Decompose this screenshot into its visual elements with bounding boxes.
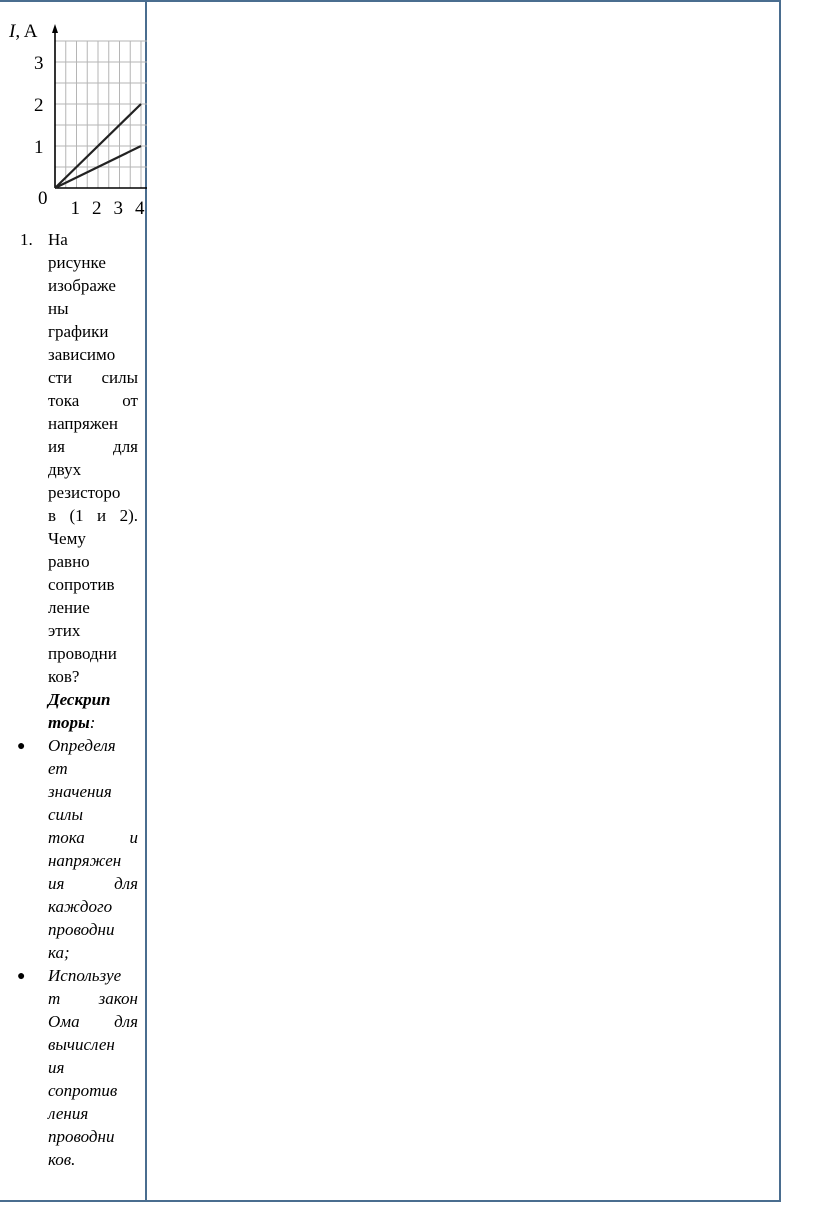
question-line: тока от <box>48 391 138 410</box>
descriptor-line: проводни <box>48 920 115 939</box>
x-tick-label: 4 <box>135 198 145 219</box>
y-tick-label: 1 <box>34 137 44 158</box>
descriptor-line: ия для <box>48 874 138 893</box>
x-tick-label: 2 <box>92 198 102 219</box>
question-line: На <box>48 230 68 249</box>
descriptors-heading: Дескрип <box>48 690 111 709</box>
question-number: 1. <box>20 230 33 249</box>
descriptor-line: Ома для <box>48 1012 138 1031</box>
descriptor-line: напряжен <box>48 851 122 870</box>
question-line: двух <box>48 460 82 479</box>
question-line: сопротив <box>48 575 115 594</box>
descriptors-heading: торы: <box>48 713 96 732</box>
y-tick-label: 2 <box>34 95 44 116</box>
y-axis-arrow-icon <box>52 24 58 33</box>
question-line: равно <box>48 552 90 571</box>
graph-svg <box>0 10 147 220</box>
descriptor-line: ков. <box>48 1150 76 1169</box>
descriptor-line: ка; <box>48 943 70 962</box>
x-tick-label: 3 <box>113 198 123 219</box>
question-line: рисунке <box>48 253 106 272</box>
question-line: Чему <box>48 529 86 548</box>
question-line: зависимо <box>48 345 116 364</box>
question-line: изображе <box>48 276 116 295</box>
descriptor-line: ет <box>48 759 68 778</box>
question-line: напряжен <box>48 414 119 433</box>
y-axis-label: I, A <box>9 21 38 42</box>
descriptor-line: проводни <box>48 1127 115 1146</box>
question-line: в (1 и 2). <box>48 506 138 525</box>
descriptor-line: вычислен <box>48 1035 115 1054</box>
descriptor-line: сопротив <box>48 1081 118 1100</box>
question-line: ление <box>48 598 90 617</box>
descriptor-line: тока и <box>48 828 138 847</box>
question-line: ны <box>48 299 69 318</box>
question-line: этих <box>48 621 81 640</box>
question-line: графики <box>48 322 109 341</box>
y-tick-label: 3 <box>34 53 44 74</box>
question-line: ия для <box>48 437 138 456</box>
x-tick-label: 1 <box>70 198 80 219</box>
current-voltage-graph <box>0 10 147 220</box>
bullet-icon: ● <box>17 739 26 754</box>
descriptor-line: т закон <box>48 989 138 1008</box>
descriptor-line: силы <box>48 805 83 824</box>
question-text <box>48 228 138 1171</box>
question-line: сти силы <box>48 368 138 387</box>
descriptor-line: ия <box>48 1058 65 1077</box>
bullet-icon: ● <box>17 969 26 984</box>
descriptor-line: Используе <box>48 966 122 985</box>
question-line: проводни <box>48 644 117 663</box>
y-tick-label: 0 <box>38 188 48 209</box>
descriptor-line: ления <box>48 1104 89 1123</box>
question-line: ков? <box>48 667 80 686</box>
descriptor-line: Определя <box>48 736 116 755</box>
descriptor-line: каждого <box>48 897 113 916</box>
descriptor-line: значения <box>48 782 112 801</box>
question-line: резисторо <box>48 483 121 502</box>
